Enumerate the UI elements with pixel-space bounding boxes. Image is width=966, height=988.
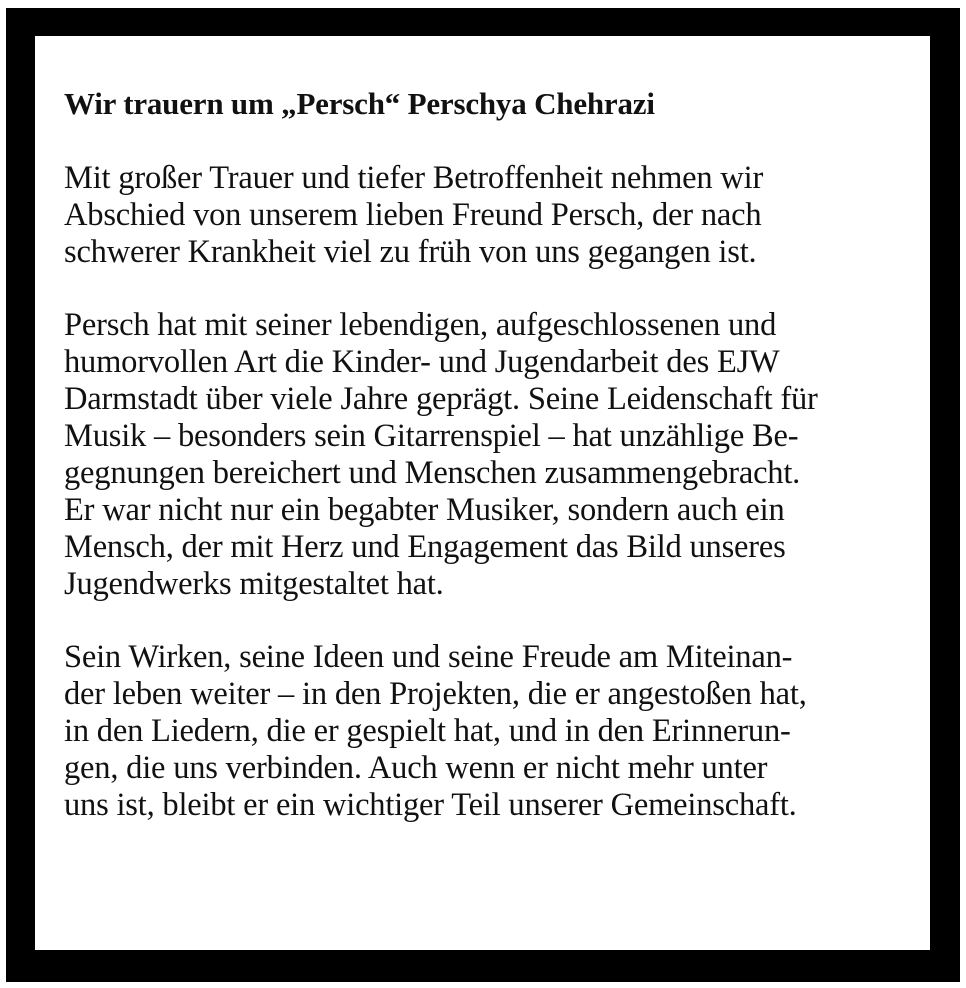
paragraph-2-line-5: gegnungen bereichert und Menschen zusammengebracht. bbox=[64, 454, 801, 491]
paragraph-2-line-1: Persch hat mit seiner lebendigen, aufgeschlossenen und bbox=[64, 307, 777, 344]
paragraph-2-line-6: Er war nicht nur ein begabter Musiker, sondern auch ein bbox=[64, 491, 785, 528]
obituary-panel bbox=[35, 36, 930, 950]
paragraph-3-line-2: der leben weiter – in den Projekten, die er angestoßen hat, bbox=[64, 676, 807, 713]
paragraph-2-line-3: Darmstadt über viele Jahre geprägt. Seine Leidenschaft für bbox=[64, 381, 818, 418]
paragraph-spacer bbox=[64, 123, 914, 160]
paragraph-3-line-3: in den Liedern, die er gespielt hat, und in den Erinnerun- bbox=[64, 713, 791, 750]
paragraph-1-line-1: Mit großer Trauer und tiefer Betroffenheit nehmen wir bbox=[64, 159, 764, 196]
paragraph-3-line-4: gen, die uns verbinden. Auch wenn er nicht mehr unter bbox=[64, 750, 768, 787]
paragraph-2-line-4: Musik – besonders sein Gitarrenspiel – hat unzählige Be- bbox=[64, 418, 799, 455]
paragraph-2-line-7: Mensch, der mit Herz und Engagement das Bild unseres bbox=[64, 528, 786, 565]
obituary-headline: Wir trauern um „Persch“ Perschya Chehrazi bbox=[64, 86, 655, 121]
paragraph-3-line-5: uns ist, bleibt er ein wichtiger Teil unserer Gemeinschaft. bbox=[64, 786, 797, 823]
paragraph-3-line-1: Sein Wirken, seine Ideen und seine Freude am Miteinan- bbox=[64, 639, 793, 676]
paragraph-1-line-2: Abschied von unserem lieben Freund Persch, der nach bbox=[64, 196, 762, 233]
paragraph-2-line-2: humorvollen Art die Kinder- und Jugendarbeit des EJW bbox=[64, 344, 780, 381]
paragraph-1-line-3: schwerer Krankheit viel zu früh von uns gegangen ist. bbox=[64, 233, 757, 270]
obituary-frame bbox=[6, 8, 960, 982]
obituary-text bbox=[64, 86, 914, 824]
paragraph-spacer bbox=[64, 602, 914, 639]
paragraph-2-line-8: Jugendwerks mitgestaltet hat. bbox=[64, 565, 444, 602]
paragraph-spacer bbox=[64, 270, 914, 307]
